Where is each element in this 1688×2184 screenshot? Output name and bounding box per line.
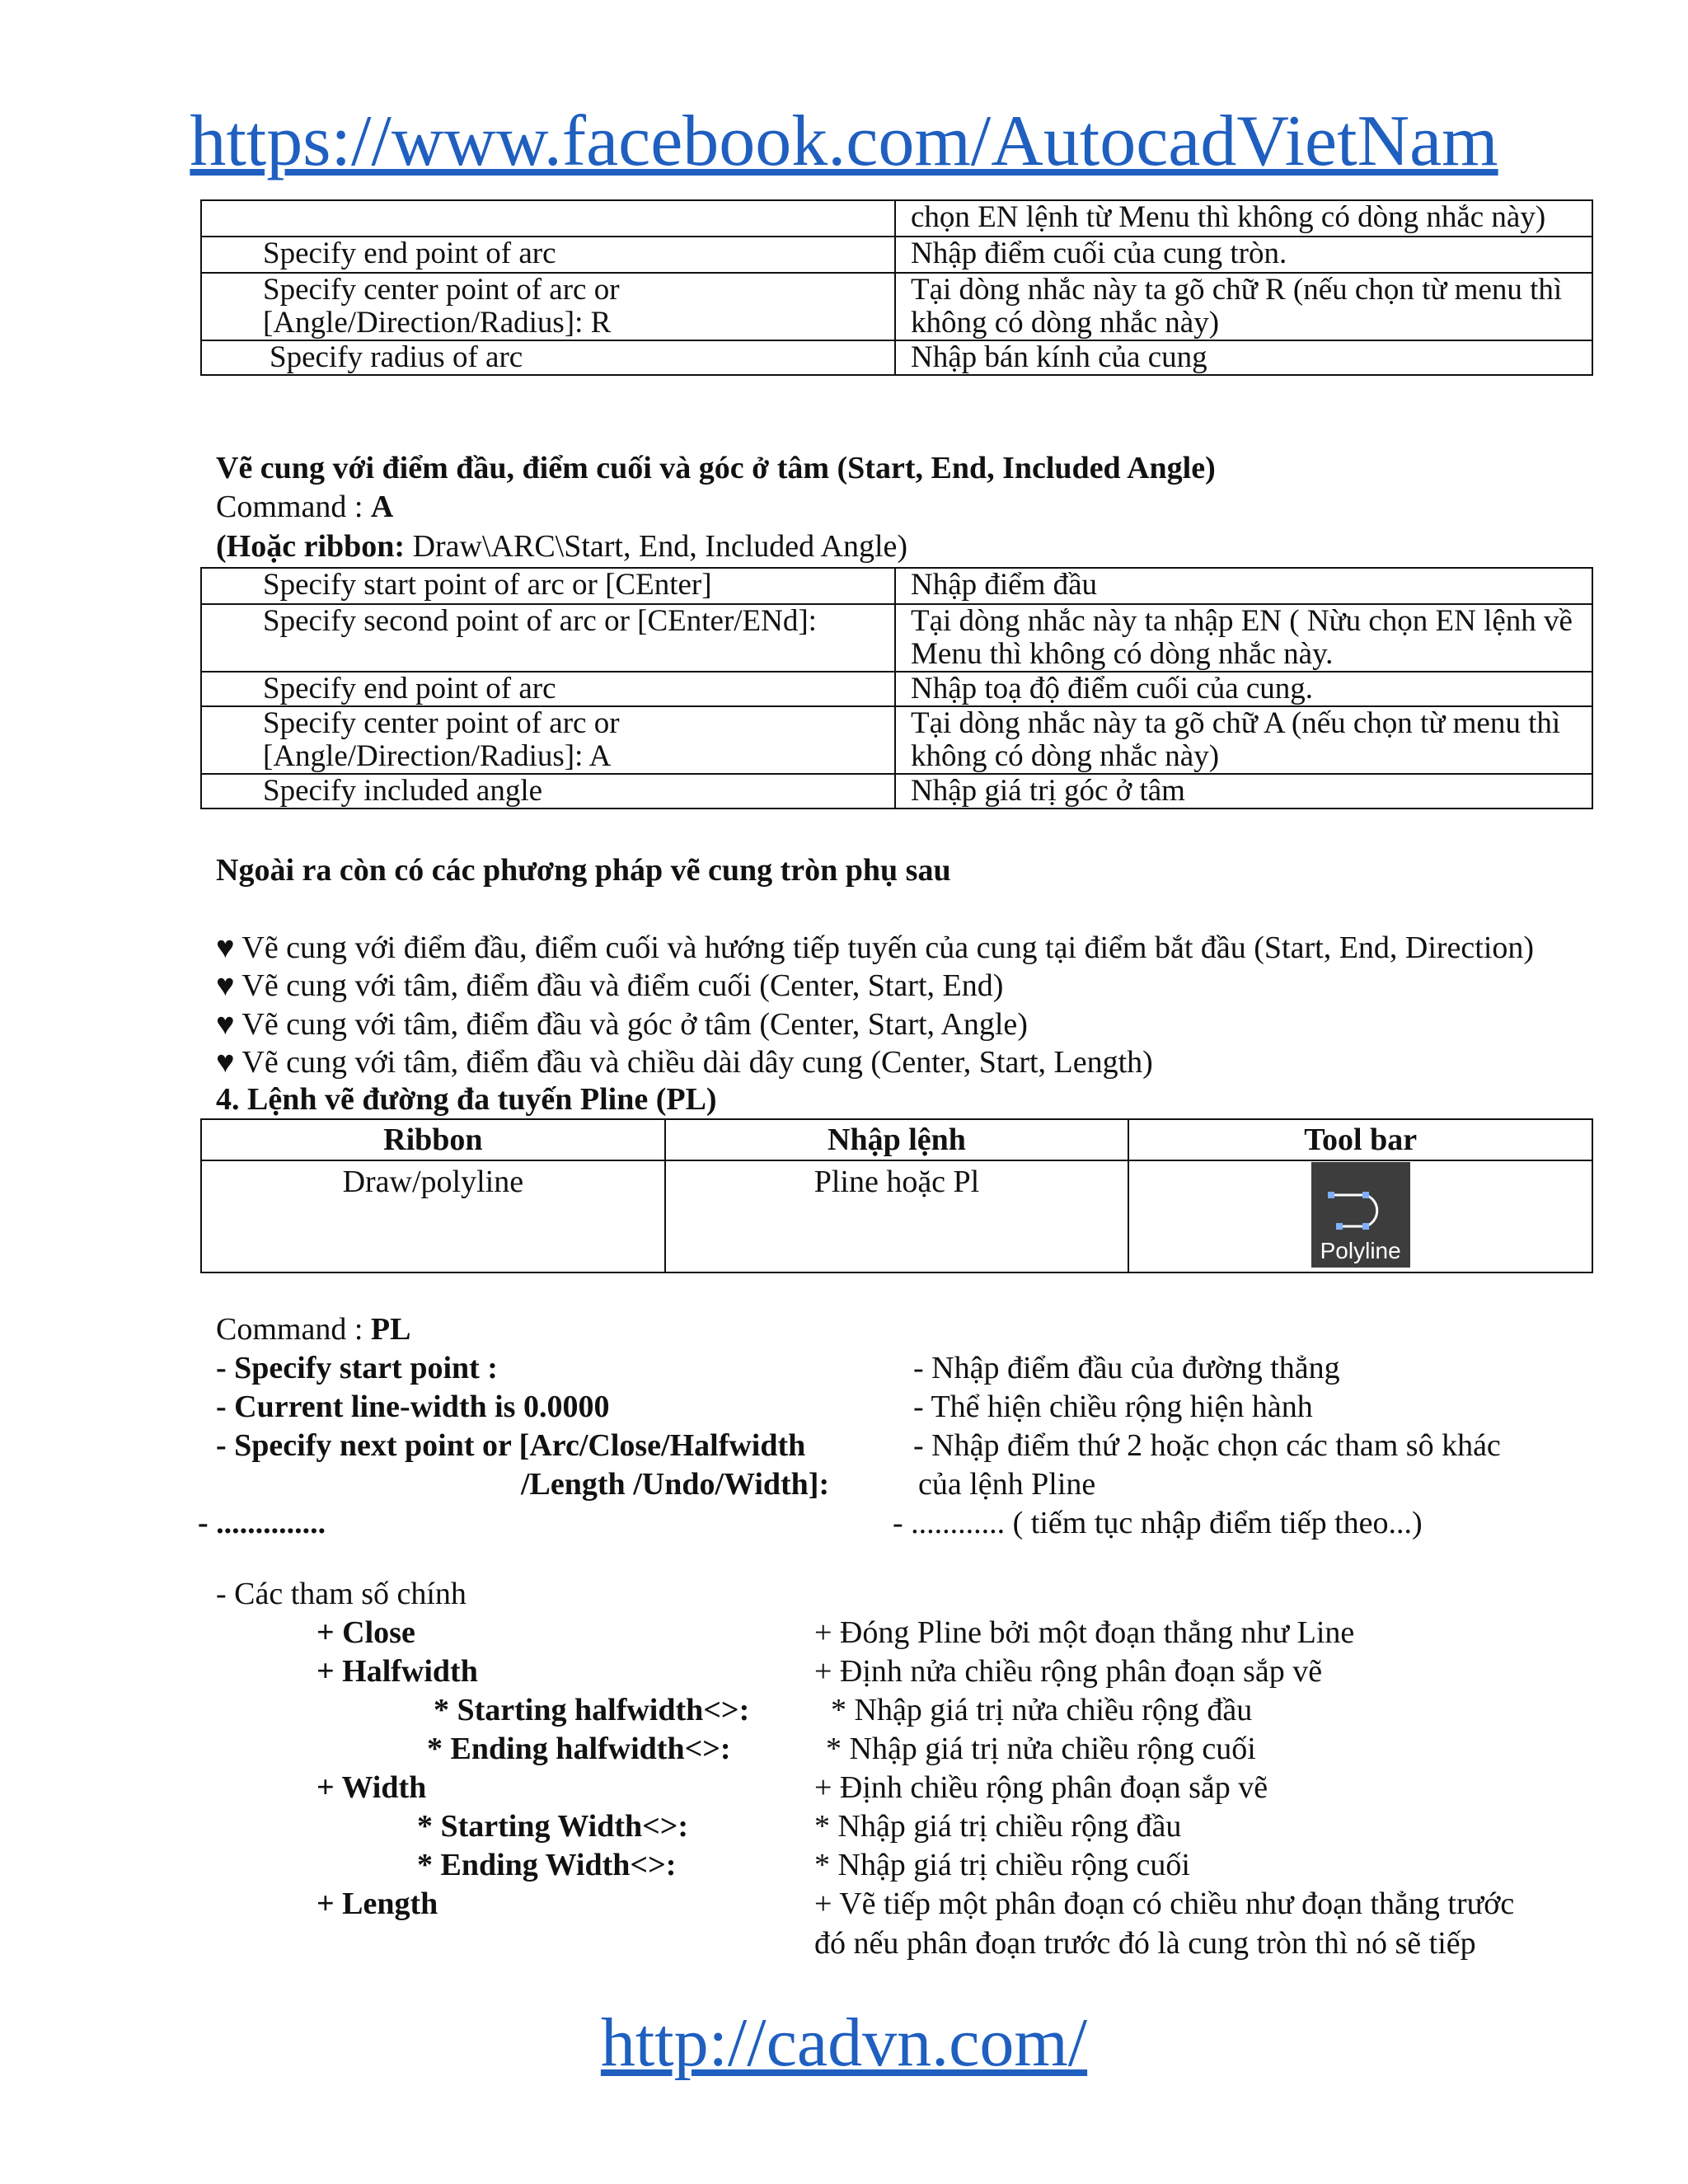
table-cell-right: Nhập bán kính của cung <box>895 340 1592 375</box>
list-item: ♥ Vẽ cung với tâm, điểm đầu và góc ở tâm (Center, Start, Angle) <box>216 1007 1028 1042</box>
table-header-row <box>201 1119 1592 1160</box>
polyline-label: Polyline <box>1320 1238 1401 1263</box>
table-cell-right: Nhập giá trị góc ở tâm <box>895 774 1592 808</box>
param-right: + Vẽ tiếp một phân đoạn có chiều như đoạn thẳng trước <box>814 1886 1515 1921</box>
table-cell-left: Specify start point of arc or [CEnter] <box>201 568 895 604</box>
param-left: + Close <box>316 1615 415 1650</box>
table-row <box>201 604 1592 672</box>
table-row <box>201 237 1592 273</box>
table-row <box>201 706 1592 774</box>
included-angle-table <box>200 567 1593 809</box>
params-heading: - Các tham số chính <box>216 1577 467 1611</box>
param-left: + Length <box>316 1886 438 1921</box>
param-right: * Nhập giá trị chiều rộng cuối <box>814 1848 1190 1882</box>
section-heading: Vẽ cung với điểm đầu, điểm cuối và góc ở tâm (Start, End, Included Angle) <box>216 451 1216 485</box>
param-right: * Nhập giá trị chiều rộng đầu <box>814 1809 1182 1844</box>
table-cell-left <box>201 200 895 237</box>
list-item: ♥ Vẽ cung với điểm đầu, điểm cuối và hướng tiếp tuyến của cung tại điểm bắt đầu (Start, End, Direction) <box>216 930 1535 965</box>
header-ribbon: Ribbon <box>201 1119 665 1160</box>
step-right: - Thể hiện chiều rộng hiện hành <box>913 1390 1313 1424</box>
list-item: ♥ Vẽ cung với tâm, điểm đầu và chiều dài dây cung (Center, Start, Length) <box>216 1045 1153 1080</box>
param-left: * Ending Width<>: <box>417 1848 677 1882</box>
table-row <box>201 200 1592 237</box>
param-right: * Nhập giá trị nửa chiều rộng đầu <box>831 1693 1253 1727</box>
step-left: - Current line-width is 0.0000 <box>216 1390 610 1424</box>
cell-toolbar <box>1128 1160 1592 1272</box>
ribbon-value: Draw\ARC\Start, End, Included Angle) <box>412 529 908 564</box>
table-cell-left: Specify end point of arc <box>201 237 895 273</box>
section4-heading: 4. Lệnh vẽ đường đa tuyến Pline (PL) <box>216 1082 717 1117</box>
facebook-link[interactable]: https://www.facebook.com/AutocadVietNam <box>190 101 1498 181</box>
step-right: - ............ ( tiếm tục nhập điểm tiếp theo...) <box>893 1506 1423 1540</box>
command-label: Command : <box>216 490 371 524</box>
table-row <box>201 273 1592 340</box>
header-toolbar: Tool bar <box>1128 1119 1592 1160</box>
table-cell-left: Specify radius of arc <box>201 340 895 375</box>
arc-radius-table <box>200 199 1593 376</box>
pline-command-line <box>216 1310 410 1348</box>
other-methods-heading: Ngoài ra còn có các phương pháp vẽ cung tròn phụ sau <box>216 853 951 888</box>
param-left: * Starting halfwidth<>: <box>434 1693 750 1727</box>
param-right: + Định nửa chiều rộng phân đoạn sắp vẽ <box>814 1654 1323 1689</box>
table-cell-left: Specify center point of arc or [Angle/Direction/Radius]: A <box>201 706 895 774</box>
table-cell-right: Nhập điểm đầu <box>895 568 1592 604</box>
ribbon-line <box>216 527 907 565</box>
step-right: - Nhập điểm đầu của đường thẳng <box>913 1351 1340 1385</box>
header-command: Nhập lệnh <box>665 1119 1129 1160</box>
step-right: của lệnh Pline <box>918 1467 1096 1502</box>
table-cell-left: Specify end point of arc <box>201 672 895 706</box>
list-item: ♥ Vẽ cung với tâm, điểm đầu và điểm cuối (Center, Start, End) <box>216 968 1004 1003</box>
table-cell-right: chọn EN lệnh từ Menu thì không có dòng nhắc này) <box>895 200 1592 237</box>
table-cell-right: Nhập toạ độ điểm cuối của cung. <box>895 672 1592 706</box>
table-cell-right: Tại dòng nhắc này ta nhập EN ( Nừu chọn EN lệnh về Menu thì không có dòng nhắc này. <box>895 604 1592 672</box>
command-line <box>216 488 393 526</box>
pline-table <box>200 1118 1593 1273</box>
command-value: PL <box>370 1312 411 1347</box>
step-left: - Specify next point or [Arc/Close/Halfwidth <box>216 1428 806 1463</box>
table-cell-left: Specify second point of arc or [CEnter/ENd]: <box>201 604 895 672</box>
table-row <box>201 1160 1592 1272</box>
polyline-button[interactable] <box>1311 1162 1410 1268</box>
param-right: + Đóng Pline bởi một đoạn thẳng như Line <box>814 1615 1355 1650</box>
param-left: + Halfwidth <box>316 1654 478 1689</box>
param-left: * Ending halfwidth<>: <box>427 1732 731 1766</box>
table-row <box>201 340 1592 375</box>
table-row <box>201 672 1592 706</box>
cell-ribbon: Draw/polyline <box>201 1160 665 1272</box>
param-right: đó nếu phân đoạn trước đó là cung tròn thì nó sẽ tiếp <box>814 1926 1476 1961</box>
step-right: - Nhập điểm thứ 2 hoặc chọn các tham sô khác <box>913 1428 1501 1463</box>
table-row <box>201 568 1592 604</box>
param-left: + Width <box>316 1770 427 1805</box>
step-left: /Length /Undo/Width]: <box>521 1467 830 1502</box>
table-cell-right: Tại dòng nhắc này ta gõ chữ A (nếu chọn từ menu thì không có dòng nhắc này) <box>895 706 1592 774</box>
command-value: A <box>370 490 394 524</box>
cell-command: Pline hoặc Pl <box>665 1160 1129 1272</box>
step-left: - Specify start point : <box>216 1351 498 1385</box>
step-left: - .............. <box>198 1506 326 1540</box>
table-row <box>201 774 1592 808</box>
cadvn-link[interactable]: http://cadvn.com/ <box>600 2004 1088 2081</box>
table-cell-left: Specify center point of arc or [Angle/Direction/Radius]: R <box>201 273 895 340</box>
table-cell-right: Tại dòng nhắc này ta gõ chữ R (nếu chọn từ menu thì không có dòng nhắc này) <box>895 273 1592 340</box>
polyline-icon <box>1323 1170 1399 1231</box>
command-label: Command : <box>216 1312 371 1347</box>
param-right: * Nhập giá trị nửa chiều rộng cuối <box>826 1732 1256 1766</box>
param-left: * Starting Width<>: <box>417 1809 689 1844</box>
table-cell-right: Nhập điểm cuối của cung tròn. <box>895 237 1592 273</box>
ribbon-label: (Hoặc ribbon: <box>216 529 413 564</box>
table-cell-left: Specify included angle <box>201 774 895 808</box>
param-right: + Định chiều rộng phân đoạn sắp vẽ <box>814 1770 1268 1805</box>
